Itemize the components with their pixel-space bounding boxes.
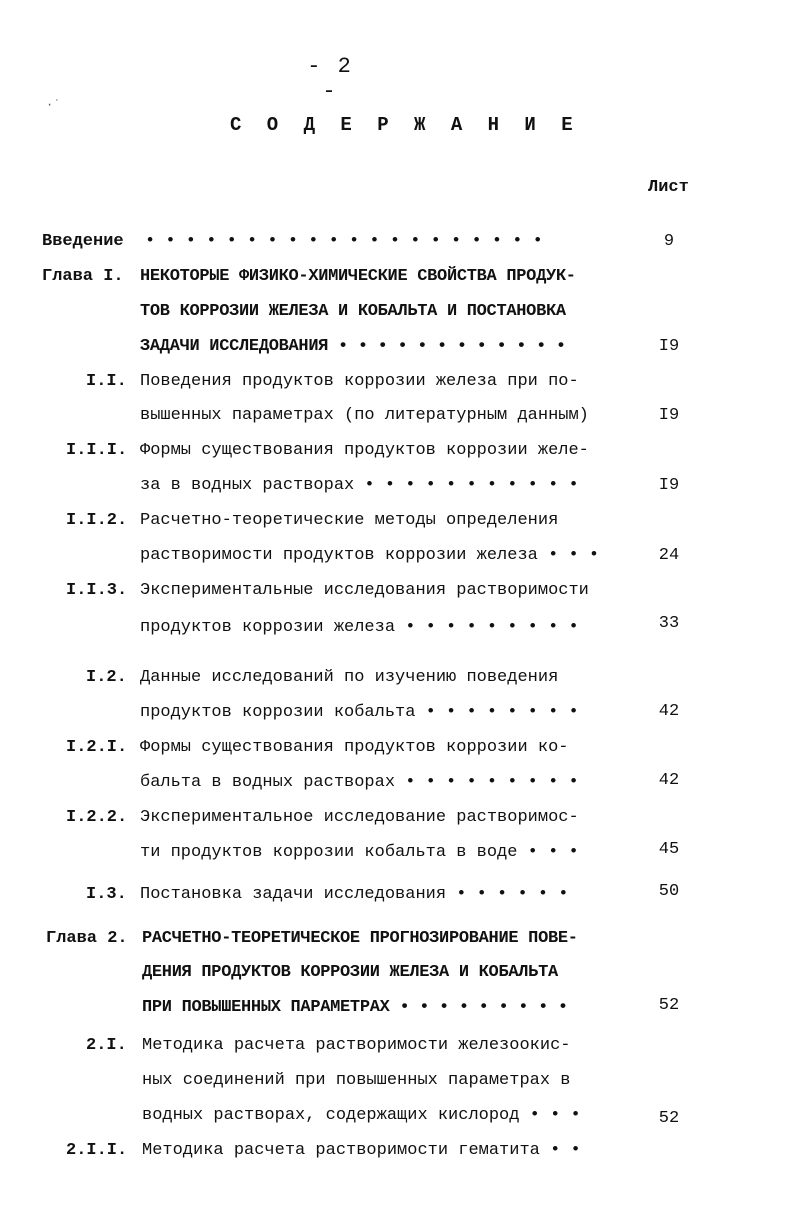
toc-entry-number: I.3. bbox=[86, 885, 127, 904]
toc-entry-page: I9 bbox=[658, 406, 680, 425]
toc-entry-line: • • • • • • • • • • • • • • • • • • • • bbox=[145, 232, 543, 251]
toc-entry-line: продуктов коррозии железа • • • • • • • • • bbox=[140, 618, 579, 637]
toc-entry-page: I9 bbox=[658, 476, 680, 495]
toc-entry-line: ЗАДАЧИ ИССЛЕДОВАНИЯ • • • • • • • • • • • • bbox=[140, 337, 566, 356]
toc-entry-line: водных растворах, содержащих кислород • • • bbox=[142, 1106, 581, 1125]
toc-entry-number: Введение bbox=[42, 232, 124, 251]
toc-entry-page bbox=[640, 1139, 698, 1163]
toc-entry-line: бальта в водных растворах • • • • • • • • • bbox=[140, 773, 579, 792]
toc-entry-line: ТОВ КОРРОЗИИ ЖЕЛЕЗА И КОБАЛЬТА И ПОСТАНОВКА bbox=[140, 302, 566, 321]
toc-entry-page: 45 bbox=[658, 840, 680, 859]
toc-entry-line: Экспериментальные исследования растворимости bbox=[140, 581, 589, 600]
toc-entry-line: растворимости продуктов коррозии железа • • • bbox=[140, 546, 600, 565]
toc-entry-line: Формы существования продуктов коррозии желе- bbox=[140, 441, 589, 460]
toc-entry-number: I.I. bbox=[86, 372, 127, 391]
toc-entry-line: Данные исследований по изучению поведения bbox=[140, 668, 559, 687]
toc-entry-page: 42 bbox=[658, 771, 680, 790]
toc-entry-line: продуктов коррозии кобальта • • • • • • • • bbox=[140, 703, 579, 722]
page-title: С О Д Е Р Ж А Н И Е bbox=[230, 114, 580, 136]
toc-entry-number: Глава I. bbox=[42, 267, 124, 286]
toc-entry-line: вышенных параметрах (по литературным данным) bbox=[140, 406, 589, 425]
toc-entry-page: 50 bbox=[658, 882, 680, 901]
toc-entry-number: I.2. bbox=[86, 668, 127, 687]
toc-entry-number: 2.I.I. bbox=[66, 1141, 128, 1160]
toc-entry-page: 42 bbox=[658, 702, 680, 721]
toc-entry-page: 52 bbox=[658, 1109, 680, 1128]
page-column-header: Лист bbox=[648, 178, 689, 197]
toc-entry-line: Методика расчета растворимости гематита • • bbox=[142, 1141, 581, 1160]
toc-entry-number: I.I.2. bbox=[66, 511, 128, 530]
toc-entry-page: 9 bbox=[663, 232, 675, 251]
toc-entry-page: 33 bbox=[658, 614, 680, 633]
toc-entry-page: 24 bbox=[658, 546, 680, 565]
toc-entry-number: I.2.2. bbox=[66, 808, 128, 827]
toc-entry-line: Расчетно-теоретические методы определения bbox=[140, 511, 559, 530]
page-number: - 2 - bbox=[307, 54, 353, 104]
toc-entry-line: Экспериментальное исследование растворимос- bbox=[140, 808, 579, 827]
scan-speck: ·˙ bbox=[46, 98, 61, 112]
toc-entry-line: Формы существования продуктов коррозии ко- bbox=[140, 738, 569, 757]
toc-entry-line: Поведения продуктов коррозии железа при по- bbox=[140, 372, 579, 391]
toc-entry-number: 2.I. bbox=[86, 1036, 127, 1055]
toc-entry-page: 52 bbox=[658, 996, 680, 1015]
toc-entry-number: I.2.I. bbox=[66, 738, 128, 757]
toc-entry-line: за в водных растворах • • • • • • • • • • • bbox=[140, 476, 579, 495]
toc-entry-line: НЕКОТОРЫЕ ФИЗИКО-ХИМИЧЕСКИЕ СВОЙСТВА ПРОДУК- bbox=[140, 267, 576, 286]
toc-entry-line: Методика расчета растворимости железоокис- bbox=[142, 1036, 571, 1055]
toc-entry-line: ДЕНИЯ ПРОДУКТОВ КОРРОЗИИ ЖЕЛЕЗА И КОБАЛЬТА bbox=[142, 963, 558, 982]
toc-entry-number: I.I.I. bbox=[66, 441, 128, 460]
toc-entry-line: ти продуктов коррозии кобальта в воде • • • bbox=[140, 843, 579, 862]
toc-entry-line: РАСЧЕТНО-ТЕОРЕТИЧЕСКОЕ ПРОГНОЗИРОВАНИЕ ПОВЕ- bbox=[142, 929, 578, 948]
toc-entry-page: I9 bbox=[658, 337, 680, 356]
toc-entry-line: Постановка задачи исследования • • • • • • bbox=[140, 885, 569, 904]
toc-entry-line: ных соединений при повышенных параметрах в bbox=[142, 1071, 571, 1090]
toc-entry-line: ПРИ ПОВЫШЕННЫХ ПАРАМЕТРАХ • • • • • • • • • bbox=[142, 998, 568, 1017]
toc-entry-number: I.I.3. bbox=[66, 581, 128, 600]
toc-entry-number: Глава 2. bbox=[46, 929, 128, 948]
